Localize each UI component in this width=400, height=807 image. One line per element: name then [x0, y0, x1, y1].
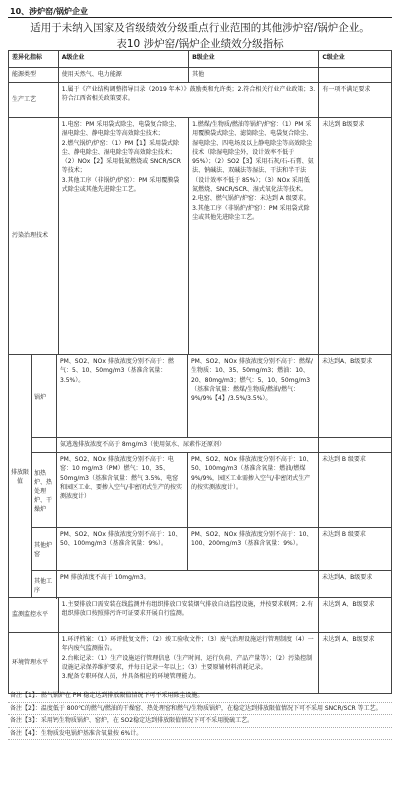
header-c-level: C级企业 [322, 54, 345, 61]
row-a-value: 1.电窑：PM 采用袋式除尘、电袋复合除尘、湿电除尘、静电除尘等高效除尘技术； 2.燃气锅炉/炉窑：（1）PM【1】采用袋式除尘、静电除尘、湿电除尘等高效除尘技术；（2）NOx【2】采用低氮燃烧或 SNCR/SCR 等技术； 3.其他工序（非锅炉/炉窑）：PM 采用覆膜袋式除尘或其他先进除尘工艺。 [59, 118, 189, 354]
row-name: 加热炉、热处理炉、干燥炉 [32, 453, 57, 527]
row-a-value: PM、SO2、NOx 排放浓度分别不高于：10、50、100mg/m3（基准含氧量：9%）。 [57, 528, 188, 570]
row-c-value: 未达到A、B级要求 [322, 574, 373, 581]
emission-row-heating-furnace [32, 453, 391, 528]
row-ab-value: 1.环评档案：（1）环评批复文件；（2）竣工验收文件；（3）废气治理设施运行管理制度（4）一年内废气监测报告。 2.台帐记录：（1）生产设施运行管理信息（生产时间、运行负荷、产品产量等）；（2）污染控制设施记录保养维护要求，并每日记录一年以上；（3）主要原辅材料消耗记录。 3.配备专职环保人员，并具备相应的环境管理能力。 [59, 633, 320, 693]
emission-subrows [32, 355, 391, 597]
header-a-level: A级企业 [59, 51, 189, 67]
row-name: 其他炉窑 [32, 528, 57, 570]
header-indicator: 差异化指标 [9, 51, 59, 67]
emission-row-other-kilns [32, 528, 391, 571]
row-a-value: PM、SO2、NOx 排放浓度分别不高于：电窑：10 mg/m3（PM）燃气：10、35、50mg/m3（基准含氧量：燃气 3.5%、电窑和园区工业、要掺入空气/非密闭式生产的按实测浓度计） [57, 453, 188, 527]
row-ab-value: 氨逃逸排放浓度不高于 8mg/m3（使用氨水、尿素作还原剂） [57, 438, 319, 452]
row-name: 其他工序 [32, 571, 57, 599]
row-b-value: PM、SO2、NOx 排放浓度分别不高于：10、50、100mg/m3（基准含氧量：燃油/燃煤 9%/9%，园区工业需掺入空气/非密闭式生产的按实测浓度计）。 [188, 453, 319, 527]
emission-row-ammonia [32, 438, 391, 453]
row-c-value: 未达到 A、B级要求 [322, 601, 375, 608]
row-name: 污染治理技术 [9, 118, 59, 354]
emission-row-boiler [32, 355, 391, 438]
grading-table [8, 50, 392, 694]
table-row-monitoring [8, 598, 392, 633]
footnotes [8, 690, 392, 740]
row-c-value: 未达到 B级要求 [322, 121, 365, 128]
row-c-value [319, 68, 391, 82]
header-b-level: B级企业 [189, 51, 319, 67]
intro-caption: 适用于未纳入国家及省级绩效分级重点行业范围的其他涉炉窑/锅炉企业。 [30, 22, 370, 34]
emission-limits-group [8, 355, 392, 598]
table-caption: 表10 涉炉窑/锅炉企业绩效分级指标 [116, 38, 284, 50]
row-b-value: PM、SO2、NOx 排放浓度分别不高于：燃煤/生物质：10、35、50mg/m3；燃油：10、20、80mg/m3；燃气：5、10、50mg/m3（基准含氧量：燃煤/生物质/燃油/燃气：9%/9%【4】/3.5%/3.5%）。 [188, 355, 319, 437]
footnote: 备注【3】：采用钙生物质锅炉、窑炉，在 SO2稳定达到排放限值情况下可不采用脱硫工艺。 [8, 715, 392, 728]
footnote: 备注【2】：温度低于 800℃的燃气/燃油的干燥窑、热处理窑和燃气/生物质锅炉，在稳定达到排放限值情况下可不采用 SNCR/SCR 等工艺。 [8, 703, 392, 716]
row-b-value: PM、SO2、NOx 排放浓度分别不高于：10、100、200mg/m3（基准含氧量：9%）。 [188, 528, 319, 570]
row-b-value: 1.燃煤/生物质/燃油等锅炉/炉窑：（1）PM 采用覆膜袋式除尘、滤筒除尘、电袋复合除尘、湿电除尘、四电场及以上静电除尘等高效除尘技术（除湿电除尘外，设计效率不低于 95%）；（2）SO2【3】采用石灰/石-石膏、氨法、钠碱法、双碱法等湿法、干法和半干法（设计效率不低于 85%）；（3）NOx 采用低氮燃烧、SNCR/SCR、湿式氧化法等技术。 2.电窑、燃气锅炉/炉窑：未达到 A 级要求。 3.其他工序（非锅炉/炉窑）：PM 采用袋式除尘或其他先进除尘工艺。 [189, 118, 319, 354]
emission-row-other-processes [32, 571, 391, 599]
row-a-value: PM、SO2、NOx 排放浓度分别不高于：燃气：5、10、50mg/m3（基准含氧量：3.5%）。 [57, 355, 188, 437]
row-name: 锅炉 [32, 355, 57, 437]
row-name: 环境管理水平 [9, 633, 59, 693]
row-c-value: 未达到 A、B级要求 [322, 636, 375, 643]
emission-group-label: 排放限值 [9, 355, 32, 597]
row-c-value: 有一项不满足要求 [322, 86, 371, 93]
row-ab-value: PM 排放浓度不高于 10mg/m3。 [57, 571, 319, 599]
table-row-energy [8, 68, 392, 83]
row-c-value [319, 438, 391, 452]
row-b-value: 其他 [189, 68, 319, 82]
row-c-value: 未达到 B 级要求 [322, 531, 366, 538]
row-name: 能源类型 [9, 68, 59, 82]
row-name [32, 438, 57, 452]
row-a-value: 使用天然气、电力能源 [59, 68, 189, 82]
table-row-management [8, 633, 392, 694]
row-ab-value: 1.属于《产业结构调整指导目录（2019 年本）》鼓励类和允许类；2.符合相关行业产业政策；3.符合江西省相关政策要求。 [59, 83, 320, 117]
row-c-value: 未达到A、B级要求 [322, 358, 373, 365]
table-row-pollution-control [8, 118, 392, 355]
row-name: 生产工艺 [9, 83, 59, 117]
section-title: 10、涉炉窑/锅炉企业 [10, 7, 89, 16]
table-header-row [8, 50, 392, 68]
row-c-value: 未达到 B 级要求 [322, 456, 366, 463]
row-name: 监测监控水平 [9, 598, 59, 632]
row-ab-value: 1.主要排放口需安装在线监测并有组织排放口安装烟气排放自动监控设施，并按要求联网；2.有组织排放口按照排污许可证要求开展自行监测。 [59, 598, 320, 632]
footnote: 备注【4】：生物质发电锅炉基准含氧量按 6%计。 [8, 728, 392, 741]
section-divider [8, 17, 392, 18]
table-row-process [8, 83, 392, 118]
footnote: 备注【1】：燃气锅炉在 PM 稳定达到排放限值情况下可不采用除尘设施。 [8, 690, 392, 703]
